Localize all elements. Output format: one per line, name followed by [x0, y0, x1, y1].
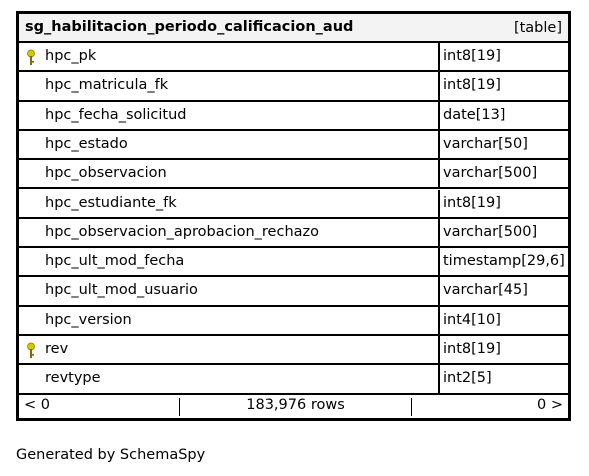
table-header: [19, 14, 568, 43]
column-row: [19, 277, 568, 306]
column-type: int8[19]: [443, 194, 501, 211]
key-icon: [25, 49, 37, 66]
column-row: [19, 219, 568, 248]
table-name: sg_habilitacion_periodo_calificacion_aud: [25, 19, 354, 35]
column-divider: [438, 277, 440, 304]
column-row: [19, 190, 568, 219]
key-icon: [25, 342, 37, 359]
column-divider: [438, 219, 440, 246]
column-name: hpc_version: [45, 311, 132, 328]
footer-prev-count: < 0: [24, 397, 50, 413]
column-type: varchar[500]: [443, 165, 538, 182]
column-type: varchar[50]: [443, 135, 528, 152]
column-type: int8[19]: [443, 341, 501, 357]
footer-divider: [411, 398, 412, 416]
column-name: hpc_matricula_fk: [45, 77, 169, 94]
column-row: [19, 365, 568, 394]
column-divider: [438, 160, 440, 187]
column-row: [19, 43, 568, 72]
column-name: hpc_pk: [45, 48, 97, 64]
column-name: hpc_ult_mod_usuario: [45, 282, 198, 299]
column-type: varchar[500]: [443, 223, 538, 240]
column-name: hpc_estudiante_fk: [45, 194, 177, 211]
table-footer: [19, 396, 568, 418]
column-divider: [438, 190, 440, 217]
column-row: [19, 307, 568, 336]
column-divider: [438, 131, 440, 158]
column-name: rev: [45, 341, 69, 357]
column-name: revtype: [45, 370, 101, 387]
column-row: [19, 336, 568, 365]
column-name: hpc_fecha_solicitud: [45, 106, 187, 123]
column-divider: [438, 102, 440, 129]
column-row: [19, 131, 568, 160]
footer-next-count: 0 >: [537, 397, 563, 413]
footer-row-count: 183,976 rows: [246, 397, 345, 413]
column-name: hpc_observacion: [45, 165, 167, 182]
column-divider: [438, 43, 440, 70]
generated-by-caption: Generated by SchemaSpy: [16, 447, 206, 463]
column-name: hpc_observacion_aprobacion_rechazo: [45, 223, 320, 240]
column-row: [19, 160, 568, 189]
column-row: [19, 248, 568, 277]
column-type: date[13]: [443, 106, 506, 123]
column-type: timestamp[29,6]: [443, 253, 565, 270]
table-node: [16, 11, 571, 421]
column-divider: [438, 72, 440, 99]
column-name: hpc_ult_mod_fecha: [45, 253, 185, 270]
column-row: [19, 102, 568, 131]
column-name: hpc_estado: [45, 135, 128, 152]
column-type: int4[10]: [443, 311, 501, 328]
column-type: int2[5]: [443, 370, 492, 387]
table-type-label: [table]: [513, 20, 562, 36]
column-type: varchar[45]: [443, 282, 528, 299]
column-type: int8[19]: [443, 48, 501, 64]
column-type: int8[19]: [443, 77, 501, 94]
column-divider: [438, 336, 440, 363]
column-divider: [438, 365, 440, 392]
column-divider: [438, 307, 440, 334]
column-row: [19, 72, 568, 101]
column-divider: [438, 248, 440, 275]
